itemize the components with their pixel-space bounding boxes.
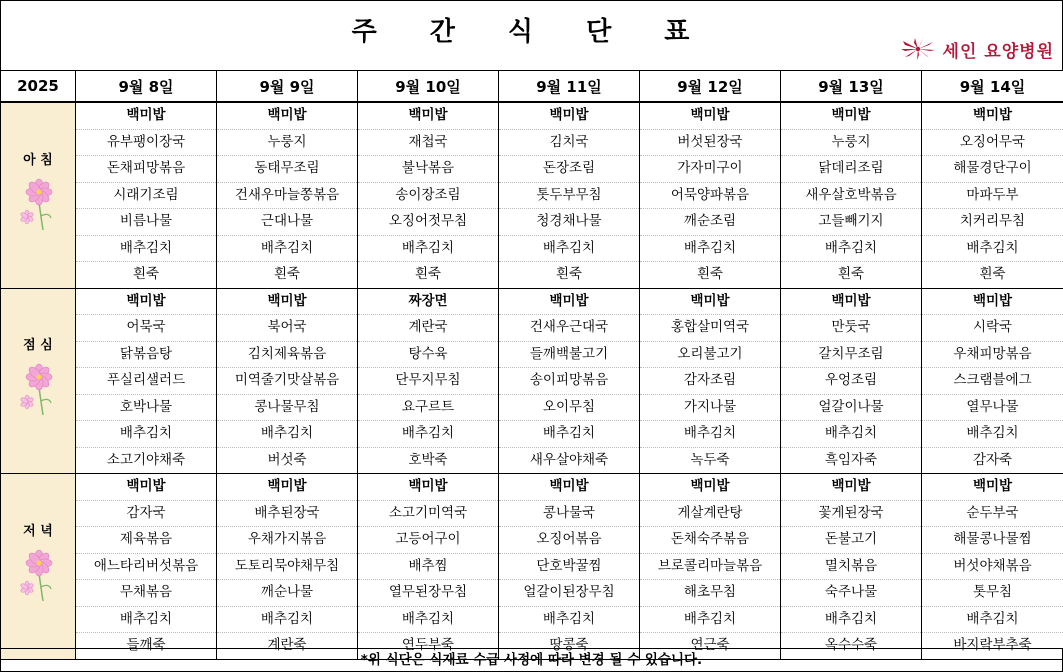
menu-item: 얼갈이된장무침: [499, 580, 639, 607]
staple-item: 백미밥: [499, 289, 639, 316]
menu-item: 얼갈이나물: [781, 395, 921, 422]
menu-item: 연근죽: [690, 637, 730, 653]
menu-item: 애느타리버섯볶음: [76, 554, 216, 581]
menu-item: 우채피망볶음: [922, 342, 1063, 369]
hospital-logo: [899, 37, 1054, 61]
staple-item: 백미밥: [358, 103, 498, 130]
menu-item: 배추김치: [217, 421, 357, 448]
menu-item: 돈장조림: [499, 156, 639, 183]
day-menu-cell: [358, 288, 499, 474]
day-header: 9월 12일: [640, 71, 781, 103]
menu-item: 감자조림: [640, 368, 780, 395]
staple-item: 백미밥: [499, 103, 639, 130]
menu-item: 버섯야채볶음: [922, 554, 1063, 581]
menu-item: 홍합살미역국: [640, 315, 780, 342]
menu-item: 스크램블에그: [922, 368, 1063, 395]
menu-item: 새우살야채죽: [529, 451, 609, 468]
menu-item: 푸실리샐러드: [76, 368, 216, 395]
staple-item: 백미밥: [781, 474, 921, 501]
menu-item: 도토리묵야채무침: [217, 554, 357, 581]
menu-item: 멸치볶음: [781, 554, 921, 581]
menu-item: 열무된장무침: [358, 580, 498, 607]
menu-item: 땅콩죽: [549, 637, 589, 653]
menu-item: 돈채숙주볶음: [640, 527, 780, 554]
meal-row: [1, 288, 1063, 474]
day-menu-cell: [922, 102, 1063, 288]
menu-item: 해물경단구이: [922, 156, 1063, 183]
menu-item: 송이피망볶음: [499, 368, 639, 395]
menu-item: 오이무침: [499, 395, 639, 422]
menu-item: 배추김치: [640, 607, 780, 634]
staple-item: 백미밥: [76, 474, 216, 501]
day-menu-cell: [922, 474, 1063, 660]
day-header: 9월 8일: [76, 71, 217, 103]
menu-item: 게살계란탕: [640, 501, 780, 528]
day-menu-cell: [217, 474, 358, 660]
menu-item: 배추김치: [358, 236, 498, 263]
menu-item: 배추김치: [922, 421, 1063, 448]
staple-item: 백미밥: [217, 289, 357, 316]
meal-label: 점 심: [23, 338, 53, 354]
day-menu-cell: [358, 102, 499, 288]
staple-item: 백미밥: [640, 103, 780, 130]
day-menu-cell: [499, 288, 640, 474]
menu-item: 깨순나물: [217, 580, 357, 607]
logo-text: 세인 요양병원: [942, 41, 1054, 62]
menu-item: 돈채피망볶음: [76, 156, 216, 183]
menu-item: 흰죽: [979, 266, 1006, 282]
year-header: 2025: [1, 71, 76, 103]
menu-item: 열무나물: [922, 395, 1063, 422]
menu-item: 닭볶음탕: [76, 342, 216, 369]
menu-item: 배추김치: [76, 607, 216, 634]
title-bar: [0, 0, 1063, 70]
menu-item: 녹두죽: [690, 451, 730, 468]
menu-item: 흰죽: [696, 266, 724, 282]
cosmos-flower-icon: [19, 357, 57, 417]
meal-label-cell: [1, 288, 76, 474]
staple-item: 백미밥: [76, 103, 216, 130]
menu-item: 감자국: [76, 501, 216, 528]
menu-item: 소고기야채죽: [106, 451, 186, 468]
day-menu-cell: [640, 474, 781, 660]
staple-item: 백미밥: [217, 474, 357, 501]
menu-item: 배추김치: [922, 236, 1063, 263]
staple-item: 백미밥: [781, 103, 921, 130]
menu-item: 요구르트: [358, 395, 498, 422]
menu-item: 배추김치: [781, 236, 921, 263]
menu-item: 계란죽: [267, 637, 307, 653]
menu-item: 배추김치: [217, 607, 357, 634]
menu-item: 건새우마늘쫑볶음: [217, 183, 357, 210]
day-header: 9월 14일: [922, 71, 1063, 103]
staple-item: 백미밥: [922, 474, 1063, 501]
staple-item: 백미밥: [922, 103, 1063, 130]
menu-item: 흰죽: [132, 266, 160, 282]
menu-item: 감자죽: [972, 451, 1013, 468]
menu-item: 콩나물무침: [217, 395, 357, 422]
day-header: 9월 9일: [217, 71, 358, 103]
day-header: 9월 11일: [499, 71, 640, 103]
day-menu-cell: [358, 474, 499, 660]
page-title: 주 간 식 단 표: [351, 17, 712, 47]
staple-item: 백미밥: [76, 289, 216, 316]
menu-item: 흰죽: [837, 266, 865, 282]
menu-item: 오징어젓무침: [358, 209, 498, 236]
menu-item: 콩나물국: [499, 501, 639, 528]
day-menu-cell: [640, 288, 781, 474]
menu-item: 만둣국: [781, 315, 921, 342]
meal-row: [1, 102, 1063, 288]
menu-item: 배추김치: [76, 421, 216, 448]
staple-item: 짜장면: [358, 289, 498, 316]
menu-item: 흰죽: [555, 266, 583, 282]
menu-table: [0, 70, 1063, 660]
menu-item: 제육볶음: [76, 527, 216, 554]
menu-item: 배추김치: [640, 236, 780, 263]
cosmos-flower-icon: [19, 543, 57, 603]
menu-item: 배추김치: [640, 421, 780, 448]
menu-item: 소고기미역국: [358, 501, 498, 528]
menu-item: 흑임자죽: [824, 451, 878, 468]
menu-item: 가자미구이: [640, 156, 780, 183]
menu-item: 시래기조림: [76, 183, 216, 210]
menu-item: 배추김치: [358, 421, 498, 448]
menu-item: 오징어볶음: [499, 527, 639, 554]
staple-item: 백미밥: [358, 474, 498, 501]
menu-item: 닭데리조림: [781, 156, 921, 183]
menu-item: 순두부국: [922, 501, 1063, 528]
menu-item: 배추김치: [781, 421, 921, 448]
menu-item: 들깨백불고기: [499, 342, 639, 369]
day-menu-cell: [499, 102, 640, 288]
meal-label-cell: [1, 102, 76, 288]
menu-item: 호박나물: [76, 395, 216, 422]
menu-item: 연두부죽: [401, 637, 455, 653]
menu-item: 청경채나물: [499, 209, 639, 236]
day-menu-cell: [922, 288, 1063, 474]
menu-item: 김치국: [499, 130, 639, 157]
menu-item: 오징어무국: [922, 130, 1063, 157]
menu-item: 동태무조림: [217, 156, 357, 183]
menu-item: 오리불고기: [640, 342, 780, 369]
footer-note: *위 식단은 식재료 수급 사정에 따라 변경 될 수 있습니다.: [0, 648, 1063, 672]
day-menu-cell: [499, 474, 640, 660]
staple-item: 백미밥: [640, 289, 780, 316]
menu-item: 우엉조림: [781, 368, 921, 395]
menu-item: 호박죽: [408, 451, 448, 468]
menu-item: 어묵양파볶음: [640, 183, 780, 210]
menu-item: 어묵국: [76, 315, 216, 342]
menu-item: 배추김치: [499, 421, 639, 448]
staple-item: 백미밥: [922, 289, 1063, 316]
meal-label: 저 녁: [23, 523, 53, 539]
meal-label: 아 침: [23, 152, 53, 168]
menu-item: 배추김치: [781, 607, 921, 634]
menu-item: 고들빼기지: [781, 209, 921, 236]
menu-item: 누룽지: [781, 130, 921, 157]
day-header: 9월 13일: [781, 71, 922, 103]
menu-item: 치커리무침: [922, 209, 1063, 236]
menu-item: 버섯된장국: [640, 130, 780, 157]
header-row: [1, 71, 1063, 103]
staple-item: 백미밥: [640, 474, 780, 501]
menu-item: 비름나물: [76, 209, 216, 236]
menu-item: 흰죽: [273, 266, 301, 282]
menu-item: 시락국: [922, 315, 1063, 342]
cosmos-flower-icon: [19, 172, 57, 232]
menu-item: 배추김치: [499, 607, 639, 634]
day-menu-cell: [781, 102, 922, 288]
menu-item: 배추된장국: [217, 501, 357, 528]
day-menu-cell: [76, 288, 217, 474]
menu-item: 해초무침: [640, 580, 780, 607]
meal-label-cell: [1, 474, 76, 660]
menu-item: 누룽지: [217, 130, 357, 157]
menu-item: 무채볶음: [76, 580, 216, 607]
staple-item: 백미밥: [499, 474, 639, 501]
menu-item: 톳두부무침: [499, 183, 639, 210]
meal-row: [1, 474, 1063, 660]
day-menu-cell: [640, 102, 781, 288]
menu-item: 근대나물: [217, 209, 357, 236]
menu-item: 톳무침: [922, 580, 1063, 607]
menu-item: 마파두부: [922, 183, 1063, 210]
menu-item: 건새우근대국: [499, 315, 639, 342]
staple-item: 백미밥: [217, 103, 357, 130]
menu-item: 버섯죽: [267, 451, 307, 468]
day-menu-cell: [76, 102, 217, 288]
day-menu-cell: [217, 102, 358, 288]
menu-item: 고등어구이: [358, 527, 498, 554]
menu-item: 숙주나물: [781, 580, 921, 607]
menu-item: 들깨죽: [126, 637, 166, 653]
menu-item: 옥수수죽: [824, 637, 878, 653]
menu-item: 단무지무침: [358, 368, 498, 395]
menu-item: 갈치무조림: [781, 342, 921, 369]
menu-item: 배추김치: [922, 607, 1063, 634]
menu-item: 배추김치: [217, 236, 357, 263]
menu-item: 배추찜: [358, 554, 498, 581]
menu-item: 흰죽: [414, 266, 442, 282]
menu-item: 북어국: [217, 315, 357, 342]
menu-item: 바지락부추죽: [953, 637, 1032, 653]
menu-item: 돈불고기: [781, 527, 921, 554]
menu-item: 새우살호박볶음: [781, 183, 921, 210]
menu-item: 브로콜리마늘볶음: [640, 554, 780, 581]
menu-item: 송이장조림: [358, 183, 498, 210]
menu-item: 꽃게된장국: [781, 501, 921, 528]
menu-item: 탕수육: [358, 342, 498, 369]
menu-item: 우채가지볶음: [217, 527, 357, 554]
menu-item: 배추김치: [499, 236, 639, 263]
day-menu-cell: [781, 288, 922, 474]
menu-item: 단호박꿀찜: [499, 554, 639, 581]
menu-item: 재첩국: [358, 130, 498, 157]
menu-item: 배추김치: [358, 607, 498, 634]
menu-item: 계란국: [358, 315, 498, 342]
menu-item: 깨순조림: [640, 209, 780, 236]
menu-item: 미역줄기맛살볶음: [217, 368, 357, 395]
day-menu-cell: [76, 474, 217, 660]
menu-item: 김치제육볶음: [217, 342, 357, 369]
menu-item: 가지나물: [640, 395, 780, 422]
sein-logo-icon: [899, 37, 937, 61]
staple-item: 백미밥: [781, 289, 921, 316]
menu-item: 유부팽이장국: [76, 130, 216, 157]
day-menu-cell: [781, 474, 922, 660]
menu-item: 해물콩나물찜: [922, 527, 1063, 554]
menu-item: 배추김치: [76, 236, 216, 263]
menu-item: 불낙볶음: [358, 156, 498, 183]
day-menu-cell: [217, 288, 358, 474]
day-header: 9월 10일: [358, 71, 499, 103]
